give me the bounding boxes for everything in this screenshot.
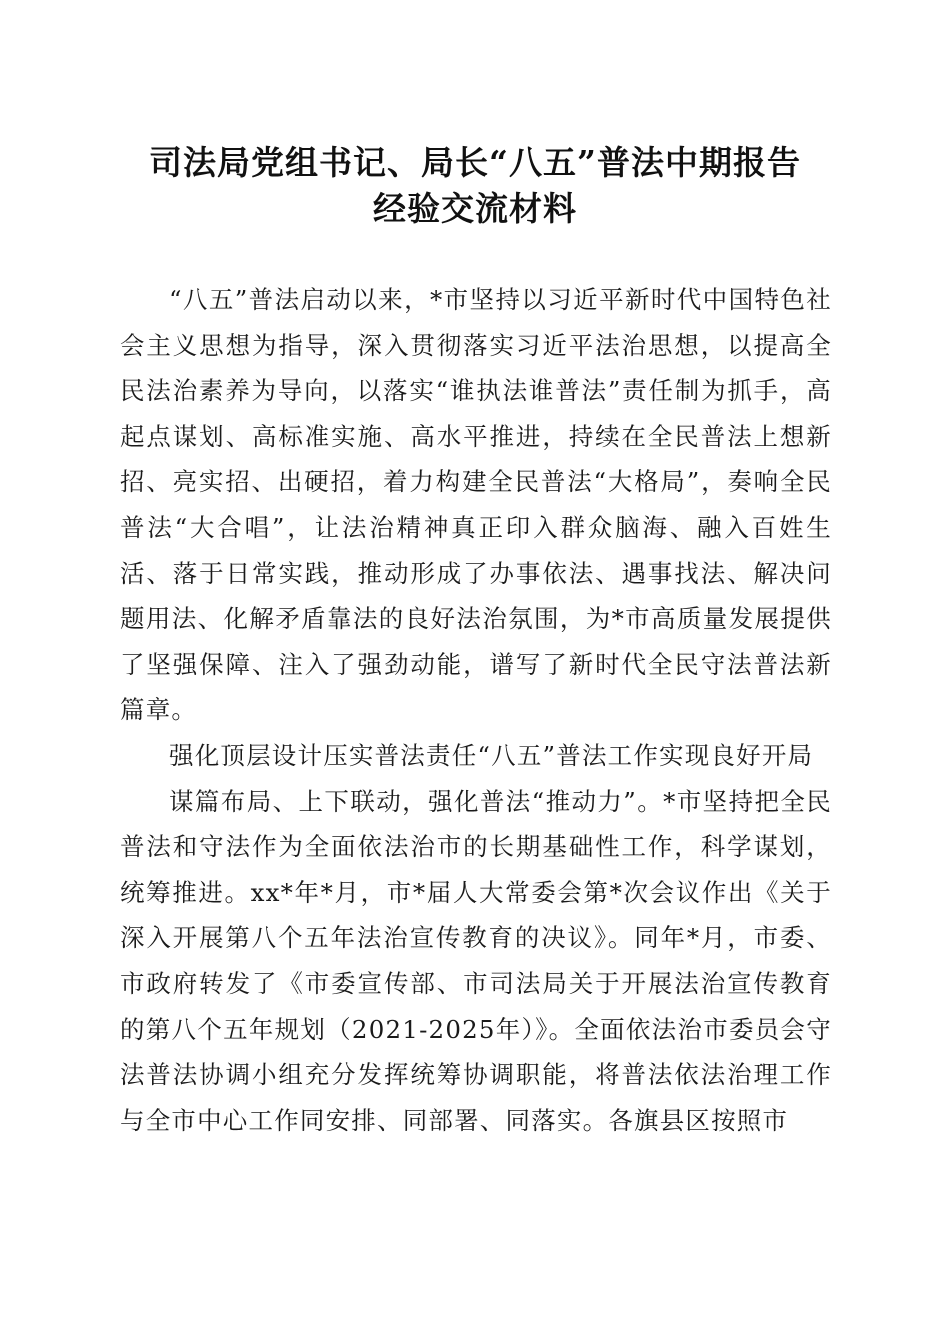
paragraph-intro: “八五”普法启动以来，*市坚持以习近平新时代中国特色社会主义思想为指导，深入贯彻落实习近平法治思想，以提高全民法治素养为导向，以落实“谁执法谁普法”责任制为抓手，高起点谋划、高标准实施、高水平推进，持续在全民普法上想新招、亮实招、出硬招，着力构建全民普法“大格局”，奏响全民普法“大合唱”，让法治精神真正印入群众脑海、融入百姓生活、落于日常实践，推动形成了办事依法、遇事找法、解决问题用法、化解矛盾靠法的良好法治氛围，为*市高质量发展提供了坚强保障、注入了强劲动能，谱写了新时代全民守法普法新篇章。	[120, 285, 832, 725]
document-body	[120, 277, 832, 1143]
paragraph-section-heading: 强化顶层设计压实普法责任“八五”普法工作实现良好开局	[169, 740, 814, 770]
document-title-line-1: 司法局党组书记、局长“八五”普法中期报告	[149, 143, 801, 182]
paragraph-planning: 谋篇布局、上下联动，强化普法“推动力”。*市坚持把全民普法和守法作为全面依法治市的长期基础性工作，科学谋划，统筹推进。xx*年*月，市*届人大常委会第*次会议作出《关于深入开展第八个五年法治宣传教育的决议》。同年*月，市委、市政府转发了《市委宣传部、市司法局关于开展法治宣传教育的第八个五年规划（2021-2025年）》。全面依法治市委员会守法普法协调小组充分发挥统筹协调职能，将普法依法治理工作与全市中心工作同安排、同部署、同落实。各旗县区按照市	[120, 786, 832, 1135]
document-title-line-2: 经验交流材料	[373, 189, 577, 228]
